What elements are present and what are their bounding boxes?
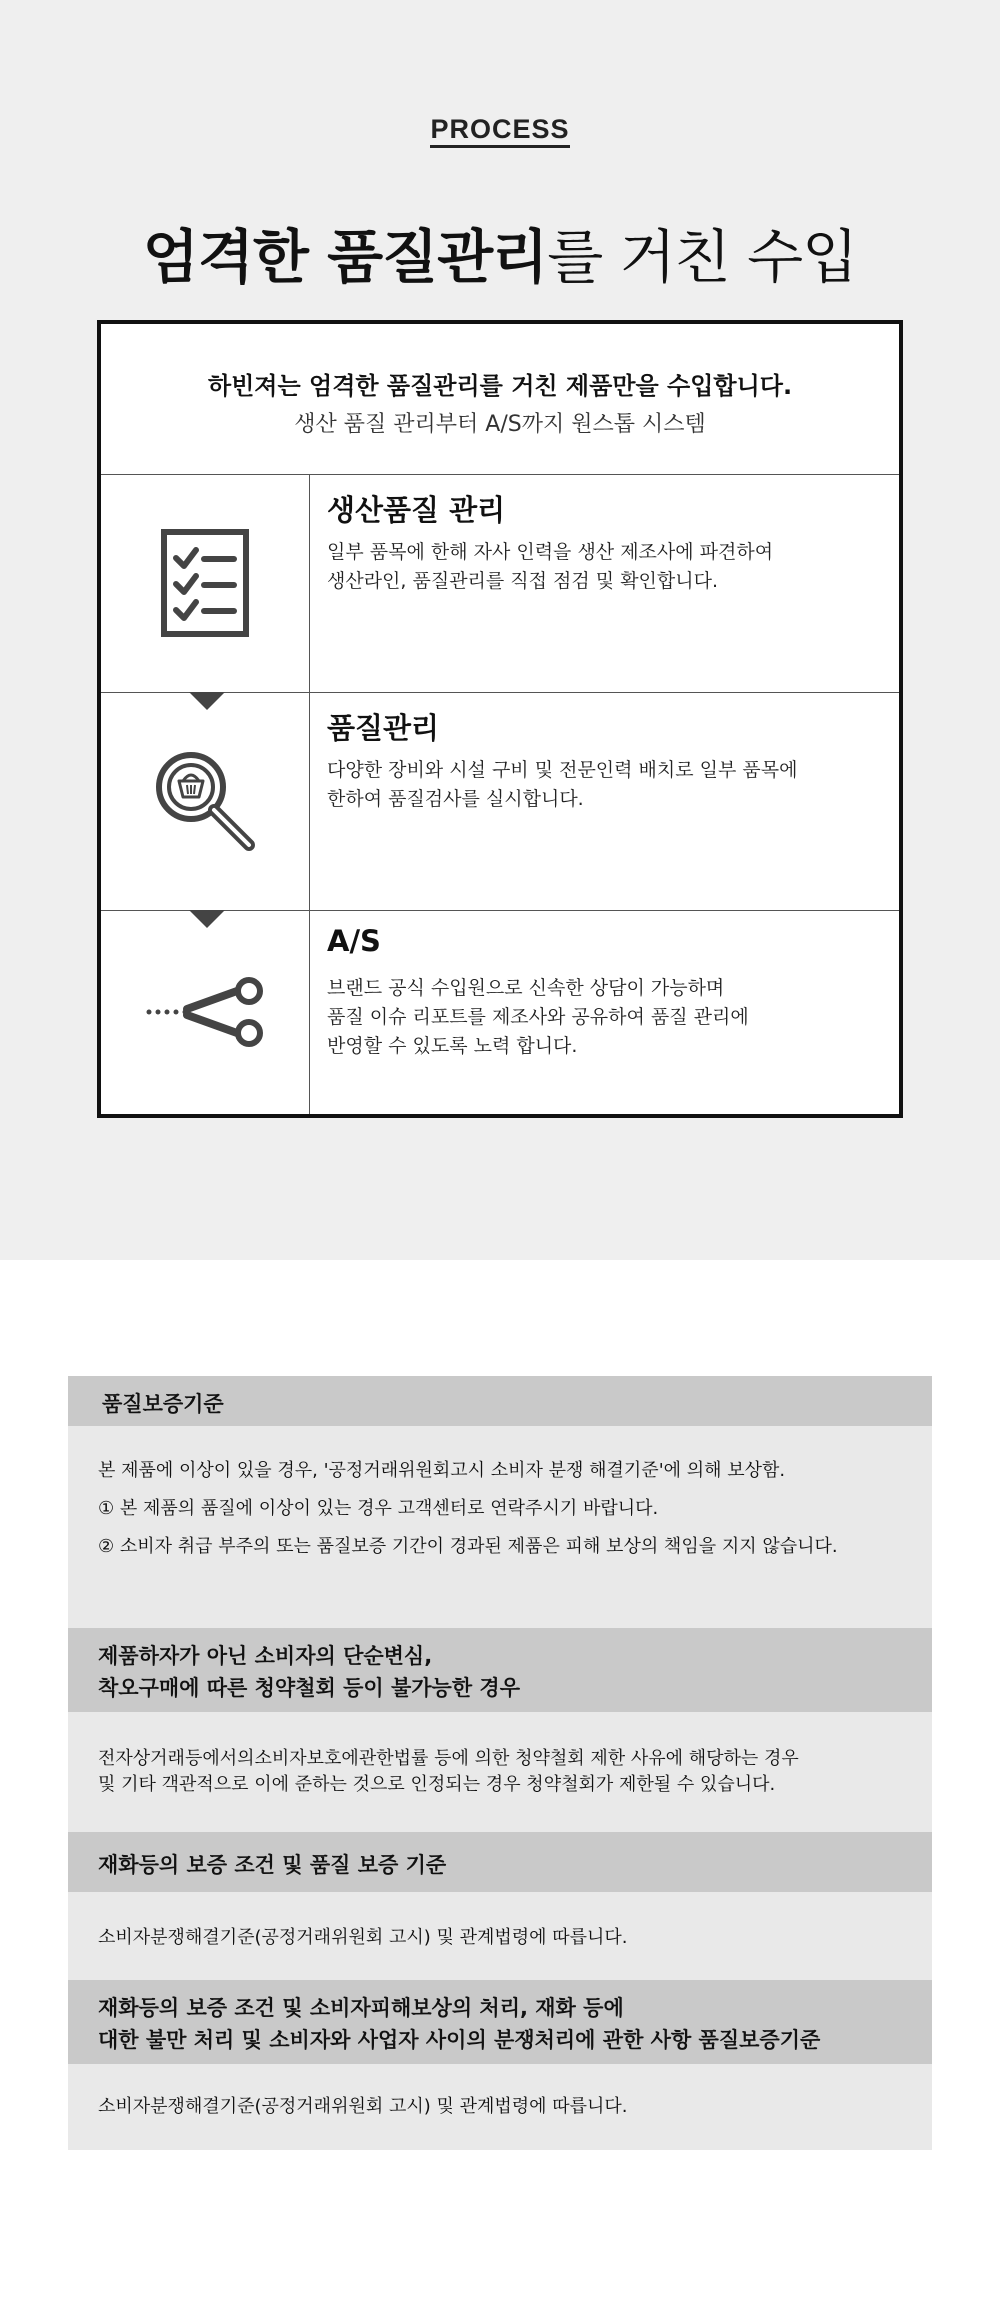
step-icon-cell xyxy=(101,474,310,692)
step-title: 생산품질 관리 xyxy=(327,493,506,527)
step-description: 브랜드 공식 수입원으로 신속한 상담이 가능하며 품질 이슈 리포트를 제조사와 공유하여 품질 관리에 반영할 수 있도록 노력 합니다. xyxy=(327,977,749,1057)
guarantee-body-1: 본 제품에 이상이 있을 경우, '공정거래위원회고시 소비자 분쟁 해결기준'에 의해 보상함. ① 본 제품의 품질에 이상이 있는 경우 고객센터로 연락주시기 바랍니다. ② 소비자 취급 부주의 또는 품질보증 기간이 경과된 제품은 피해 보상의 책임을 지지 않습니다. xyxy=(68,1426,932,1628)
guarantee-body-2: 전자상거래등에서의소비자보호에관한법률 등에 의한 청약철회 제한 사유에 해당하는 경우 및 기타 객관적으로 이에 준하는 것으로 인정되는 경우 청약철회가 제한될 수 있습니다. xyxy=(68,1712,932,1832)
guarantee-body-4: 소비자분쟁해결기준(공정거래위원회 고시) 및 관계법령에 따릅니다. xyxy=(68,2064,932,2150)
guarantee-heading-1: 품질보증기준 xyxy=(68,1376,932,1426)
step-description: 다양한 장비와 시설 구비 및 전문인력 배치로 일부 품목에 한하여 품질검사를 실시합니다. xyxy=(327,759,798,810)
guarantee-body-3: 소비자분쟁해결기준(공정거래위원회 고시) 및 관계법령에 따릅니다. xyxy=(68,1892,932,1980)
intro-title: 하빈져는 엄격한 품질관리를 거친 제품만을 수입합니다. xyxy=(207,372,793,400)
guarantee-heading-4: 재화등의 보증 조건 및 소비자피해보상의 처리, 재화 등에 대한 불만 처리 및 소비자와 사업자 사이의 분쟁처리에 관한 사항 품질보증기준 xyxy=(68,1980,932,2064)
step-icon-cell xyxy=(101,910,310,1114)
step-title: A/S xyxy=(327,924,381,958)
process-intro xyxy=(101,324,899,475)
process-step-as xyxy=(101,910,899,1114)
step-title: 품질관리 xyxy=(327,711,440,745)
section-eyebrow: PROCESS xyxy=(0,114,1000,145)
step-icon-cell xyxy=(101,692,310,910)
step-description: 일부 품목에 한해 자사 인력을 생산 제조사에 파견하여 생산라인, 품질관리를 직접 점검 및 확인합니다. xyxy=(327,541,774,592)
checklist-icon xyxy=(160,528,250,638)
guarantee-heading-3: 재화등의 보증 조건 및 품질 보증 기준 xyxy=(68,1832,932,1892)
process-step-quality xyxy=(101,692,899,911)
process-box xyxy=(97,320,903,1118)
page-title: 엄격한 품질관리를 거친 수입 xyxy=(142,223,858,291)
intro-subtitle: 생산 품질 관리부터 A/S까지 원스톱 시스템 xyxy=(294,412,706,437)
guarantee-heading-2: 제품하자가 아닌 소비자의 단순변심, 착오구매에 따른 청약철회 등이 불가능한 경우 xyxy=(68,1628,932,1712)
scissors-icon xyxy=(145,977,265,1047)
process-step-production xyxy=(101,474,899,693)
magnifier-basket-icon xyxy=(153,749,257,853)
